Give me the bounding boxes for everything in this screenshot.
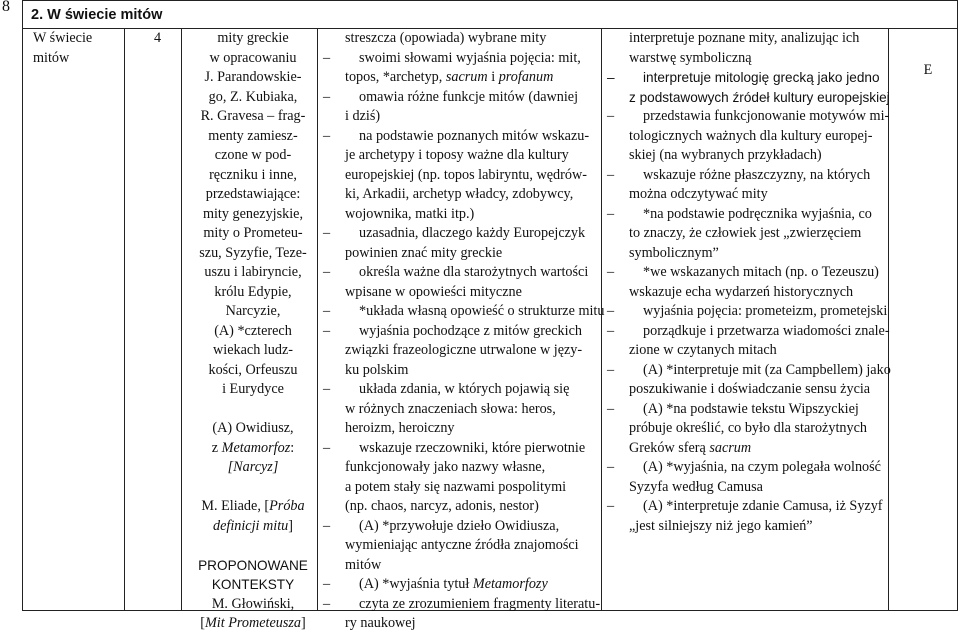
requirement-line: – wyjaśnia pochodzące z mitów greckich: [323, 322, 582, 339]
section-header: [23, 1, 957, 29]
page-number: 8: [2, 0, 10, 15]
column-divider: [124, 28, 125, 610]
requirement-line: to znaczy, że człowiek jest „zwierzęciem: [629, 225, 862, 241]
text-line: menty zamiesz-: [208, 127, 298, 144]
requirement-line: zione w czytanych mitach: [629, 342, 777, 358]
requirement-line: – wskazuje różne płaszczyzny, na których: [607, 166, 871, 183]
texts-column: [191, 29, 315, 634]
requirement-line: – *układa własną opowieść o strukturze mitu: [323, 303, 605, 319]
requirement-line: – omawia różne funkcje mitów (dawniej: [323, 88, 579, 105]
hours-column: [154, 29, 174, 49]
requirement-line: wskazuje echa wydarzeń historycznych: [629, 283, 854, 300]
text-line-prometeusza: [Mit Prometeusza]: [200, 615, 306, 631]
text-line-metamorfozy: z Metamorfoz:: [211, 439, 295, 456]
text-line-proponowane: PROPONOWANE: [198, 557, 308, 573]
text-line: J. Parandowskie-: [204, 69, 302, 85]
requirement-line: i dziś): [345, 108, 381, 124]
requirement-line: wpisane w opowieści mityczne: [345, 283, 522, 300]
text-spacer: [191, 536, 315, 556]
requirement-line: – (A) *na podstawie tekstu Wipszyckiej: [607, 400, 859, 417]
requirement-line: mitów: [345, 556, 382, 573]
requirement-line: skiej (na wybranych przykładach): [629, 147, 822, 163]
text-line: (A) Owidiusz,: [212, 420, 294, 436]
requirement-line: funkcjonowały jako nazwy własne,: [345, 459, 546, 475]
extended-requirements-column: [607, 29, 891, 536]
requirement-line: ku polskim: [345, 361, 409, 378]
topic-line: W świecie: [33, 30, 93, 46]
text-line: R. Gravesa – frag-: [200, 108, 306, 124]
text-line-konteksty: KONTEKSTY: [211, 577, 295, 592]
text-line-definicji: definicji mitu]: [213, 517, 293, 534]
requirement-line: – wyjaśnia pojęcia: prometeizm, prometejski: [607, 303, 888, 319]
text-line: czone w pod-: [214, 147, 292, 163]
category-letter: E: [923, 62, 933, 78]
column-divider: [601, 28, 602, 610]
requirement-line: symbolicznym”: [629, 244, 719, 261]
requirement-line: interpretuje poznane mity, analizując ich: [629, 30, 860, 46]
requirement-line: związki frazeologiczne utrwalone w języ-: [345, 342, 583, 358]
requirement-line: a potem stały się nazwami pospolitymi: [345, 478, 567, 495]
text-spacer: [191, 400, 315, 420]
topic-column: [33, 29, 121, 68]
text-line: i Eurydyce: [222, 381, 284, 397]
requirement-line: ki, Arkadii, archetyp władcy, zdobywcy,: [345, 186, 574, 202]
requirement-line: warstwę symboliczną: [629, 49, 752, 66]
requirement-line: – *we wskazanych mitach (np. o Tezeuszu): [607, 264, 879, 280]
requirement-line: – (A) *interpretuje mit (za Campbellem) jako: [607, 361, 891, 378]
requirement-line: powinien znać mity greckie: [345, 244, 503, 261]
requirement-line: heroizm, heroiczny: [345, 420, 455, 436]
requirement-line: – układa zdania, w których pojawią się: [323, 381, 570, 397]
text-line: go, Z. Kubiaka,: [208, 88, 298, 105]
requirement-line: – *na podstawie podręcznika wyjaśnia, co: [607, 205, 872, 222]
column-divider: [181, 28, 182, 610]
text-line: Narcyzie,: [225, 303, 281, 319]
requirement-line: Syzyfa według Camusa: [629, 478, 763, 495]
requirement-line: – swoimi słowami wyjaśnia pojęcia: mit,: [323, 49, 581, 66]
requirement-line: w różnych znaczeniach słowa: heros,: [345, 400, 556, 417]
text-line: ręczniku i inne,: [209, 166, 297, 183]
text-line-narcyz: [Narcyz]: [227, 459, 279, 475]
requirement-line: tologicznych ważnych dla kultury europej-: [629, 127, 873, 144]
requirement-line: wymieniając antyczne źródła znajomości: [345, 537, 579, 553]
requirement-line: (np. chaos, narcyz, adonis, nestor): [345, 498, 539, 514]
requirement-line: próbuje określić, co było dla starożytnych: [629, 420, 867, 436]
requirement-line: – określa ważne dla starożytnych wartości: [323, 264, 589, 280]
category-column: [913, 61, 943, 81]
requirement-line: europejskiej (np. topos labiryntu, wędrów-: [345, 166, 587, 183]
requirement-line: – na podstawie poznanych mitów wskazu-: [323, 127, 590, 144]
column-divider: [317, 28, 318, 610]
requirement-line: ry naukowej: [345, 615, 416, 631]
requirement-line: – (A) *interpretuje zdanie Camusa, iż Syzyf: [607, 498, 883, 514]
requirement-line: – wskazuje rzeczowniki, które pierwotnie: [323, 439, 586, 456]
text-line: wiekach ludz-: [213, 342, 293, 358]
section-title: 2. W świecie mitów: [31, 7, 163, 23]
requirement-line: można odczytywać mity: [629, 186, 768, 202]
text-line: mity o Prometeu-: [203, 225, 303, 241]
requirement-line-sacrum: Greków sferą sacrum: [629, 439, 752, 456]
requirement-line: – (A) *przywołuje dzieło Owidiusza,: [323, 517, 560, 534]
topic-line: mitów: [33, 49, 70, 66]
requirement-line: je archetypy i toposy ważne dla kultury: [345, 147, 569, 163]
text-line: szu, Syzyfie, Teze-: [199, 244, 307, 261]
requirement-line: poszukiwanie i doświadczanie sensu życia: [629, 381, 871, 397]
requirement-line: – (A) *wyjaśnia, na czym polegała wolność: [607, 459, 881, 475]
text-line: kości, Orfeuszu: [208, 361, 298, 378]
text-line: M. Głowiński,: [211, 595, 295, 612]
text-line: mity genezyjskie,: [202, 205, 304, 222]
requirement-line: – uzasadnia, dlaczego każdy Europejczyk: [323, 225, 586, 241]
text-line: w opracowaniu: [209, 49, 297, 66]
basic-requirements-column: [323, 29, 605, 634]
text-line-eliade: M. Eliade, [Próba: [201, 498, 305, 514]
requirement-line: streszcza (opowiada) wybrane mity: [345, 30, 547, 46]
requirement-line: – porządkuje i przetwarza wiadomości znale-: [607, 322, 890, 339]
requirement-line: – przedstawia funkcjonowanie motywów mi-: [607, 108, 890, 124]
requirement-line: – czyta ze zrozumieniem fragmenty literatu-: [323, 595, 601, 612]
text-line: (A) *czterech: [214, 322, 292, 339]
text-line: królu Edypie,: [214, 283, 292, 300]
curriculum-table: [22, 0, 958, 631]
requirement-line: wojownika, matki itp.): [345, 205, 475, 222]
text-line: mity greckie: [217, 30, 289, 46]
requirement-line: z podstawowych źródeł kultury europejskiej: [629, 89, 890, 105]
requirement-line-metamorfozy: – (A) *wyjaśnia tytuł Metamorfozy: [323, 576, 548, 592]
text-spacer: [191, 478, 315, 498]
text-line: przedstawiające:: [205, 186, 301, 202]
text-line: uszu i labiryncie,: [204, 264, 302, 280]
requirement-line-sacrum: topos, *archetyp, sacrum i profanum: [345, 69, 554, 85]
requirement-line: – interpretuje mitologię grecką jako jedno: [607, 70, 880, 85]
hours-value: 4: [154, 30, 162, 46]
requirement-line: „jest silniejszy niż jego kamień”: [629, 517, 813, 534]
